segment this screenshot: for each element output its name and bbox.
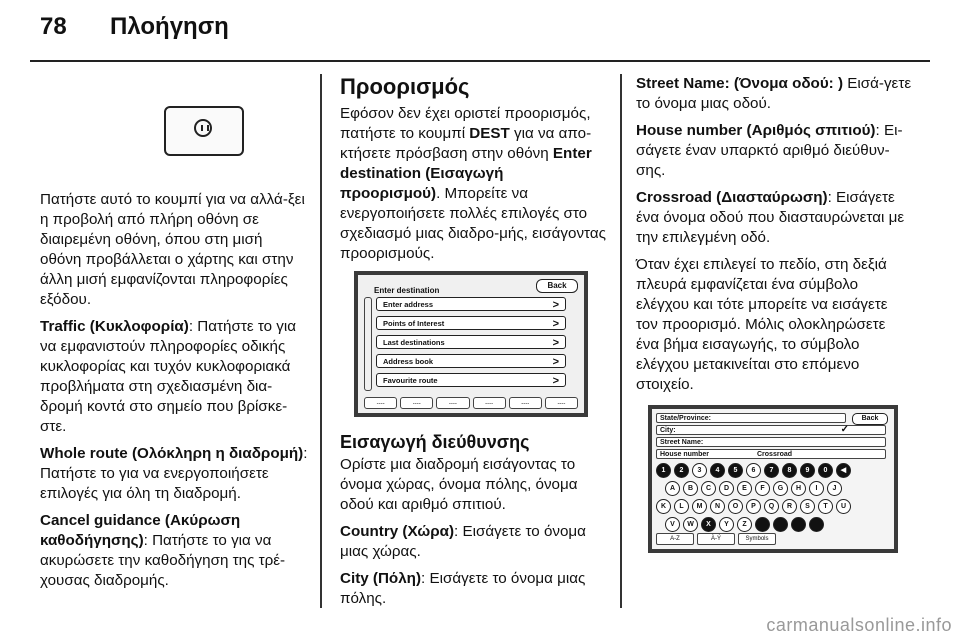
check-icon: ✓ (840, 424, 849, 435)
map-view-button-illustration (144, 78, 270, 178)
key[interactable]: 7 (764, 463, 779, 478)
menu-item-address-book[interactable] (376, 354, 566, 368)
house-term: House number (Αριθμός σπιτιού) (636, 122, 876, 139)
key[interactable]: S (800, 499, 815, 514)
key[interactable]: E (737, 481, 752, 496)
key[interactable]: 6 (746, 463, 761, 478)
whole-route-paragraph (40, 444, 308, 504)
enter-address-heading: Εισαγωγή διεύθυνσης (340, 432, 530, 452)
symbols-button[interactable]: Symbols (738, 533, 776, 545)
column-2 (340, 74, 606, 616)
menu-item-label: Last destinations (383, 338, 445, 347)
screen-tab[interactable]: ---- (545, 397, 578, 409)
chevron-right-icon: > (552, 356, 559, 368)
column-1 (40, 74, 308, 598)
back-button[interactable]: Back (852, 413, 888, 425)
column-divider-2 (620, 74, 622, 608)
key[interactable]: L (674, 499, 689, 514)
back-button[interactable]: Back (536, 279, 578, 293)
key[interactable]: 2 (674, 463, 689, 478)
backspace-key[interactable]: ◀ (836, 463, 851, 478)
key[interactable]: T (818, 499, 833, 514)
header-rule (30, 60, 930, 62)
key[interactable]: H (791, 481, 806, 496)
key[interactable]: 8 (782, 463, 797, 478)
key[interactable]: Q (764, 499, 779, 514)
key[interactable]: F (755, 481, 770, 496)
traffic-term: Traffic (Κυκλοφορία) (40, 318, 189, 335)
dest-text-c: . Μπορείτε να ενεργοποιήσετε πολλές επιλογές στο σχεδιασμό μιας διαδρο-μής, εισάγοντας προορισμούς. (340, 185, 606, 262)
country-text: : Εισάγετε το όνομα μιας χώρας. (340, 523, 586, 560)
key[interactable]: R (782, 499, 797, 514)
menu-item-enter-address[interactable] (376, 297, 566, 311)
key[interactable]: B (683, 481, 698, 496)
destination-paragraph (340, 104, 606, 264)
enter-address-paragraph: Ορίστε μια διαδρομή εισάγοντας το όνομα χώρας, όνομα πόλης, όνομα οδού και αριθμό σπιτιού. (340, 456, 578, 513)
state-field[interactable]: State/Province: (656, 413, 846, 423)
key[interactable]: 4 (710, 463, 725, 478)
mode-button[interactable]: À-Ý (697, 533, 735, 545)
key[interactable]: N (710, 499, 725, 514)
chevron-right-icon: > (552, 337, 559, 349)
chevron-right-icon: > (552, 375, 559, 387)
keyboard-row-letters-2 (656, 499, 851, 514)
traffic-text: : Πατήστε το για να εμφανιστούν πληροφορίες οδικής κυκλοφορίας και τυχόν κυκλοφοριακά προβλήματα στη σχεδιασμένη δια-δρομή κοντά στο σημείο που βρίσκε-στε. (40, 318, 297, 435)
address-keyboard-screen (648, 405, 898, 553)
menu-item-label: Enter address (383, 300, 434, 309)
dest-text-a: Εφόσον δεν έχει οριστεί προορισμός, πατήστε το κουμπί (340, 105, 591, 142)
menu-item-label: Points of Interest (383, 319, 445, 328)
mode-button[interactable]: A-Z (656, 533, 694, 545)
check-symbol-paragraph: Όταν έχει επιλεγεί το πεδίο, στη δεξιά πλευρά εμφανίζεται ένα σύμβολο ελέγχου και τότε μπορείτε να εισάγετε τον προορισμό. Μόλις ολοκληρώσετε ένα βήμα εισαγωγής, το σύμβολο ελέγχου μετακινείται στο επόμενο στοιχείο. (636, 256, 888, 393)
keyboard-row-digits (656, 463, 851, 478)
key[interactable]: D (719, 481, 734, 496)
key[interactable]: V (665, 517, 680, 532)
column-divider-1 (320, 74, 322, 608)
key[interactable]: M (692, 499, 707, 514)
crossroad-term: Crossroad (Διασταύρωση) (636, 189, 828, 206)
city-term: City (Πόλη) (340, 570, 421, 587)
key[interactable]: G (773, 481, 788, 496)
screen-tab[interactable]: ---- (364, 397, 397, 409)
menu-item-favourite-route[interactable] (376, 373, 566, 387)
screen-tab[interactable]: ---- (473, 397, 506, 409)
key[interactable]: Y (719, 517, 734, 532)
crossroad-field-label: Crossroad (757, 451, 793, 458)
street-paragraph (636, 74, 912, 114)
key[interactable]: K (656, 499, 671, 514)
city-paragraph (340, 569, 606, 609)
keyboard-mode-bar (656, 533, 776, 545)
keyboard-row-letters-3 (665, 517, 824, 532)
page-header (0, 0, 960, 60)
menu-item-last-destinations[interactable] (376, 335, 566, 349)
traffic-paragraph (40, 317, 308, 437)
screen-tab[interactable]: ---- (509, 397, 542, 409)
page-number: 78 (40, 13, 67, 40)
city-field[interactable] (656, 425, 886, 435)
screen-scrollbar[interactable] (364, 297, 372, 391)
screen-tab-bar (364, 397, 578, 409)
street-text: Εισά-γετε το όνομα μιας οδού. (636, 75, 912, 112)
key[interactable]: 9 (800, 463, 815, 478)
cancel-term: Cancel guidance (Ακύρωση καθοδήγησης) (40, 512, 241, 549)
key[interactable]: O (728, 499, 743, 514)
crossroad-paragraph (636, 188, 912, 248)
column-3 (636, 74, 912, 553)
menu-item-label: Address book (383, 357, 434, 366)
key[interactable]: J (827, 481, 842, 496)
key[interactable] (773, 517, 788, 532)
dest-button-term: DEST (469, 125, 510, 142)
watermark: carmanualsonline.info (766, 615, 952, 635)
screen-tab[interactable]: ---- (436, 397, 469, 409)
section-title: Πλοήγηση (110, 13, 229, 40)
cancel-text: : Πατήστε το για να ακυρώσετε την καθοδήγηση της τρέ-χουσας διαδρομής. (40, 532, 286, 589)
menu-item-points-of-interest[interactable] (376, 316, 566, 330)
house-paragraph (636, 121, 912, 181)
whole-route-text: : Πατήστε το για να ενεργοποιήσετε επιλογές για όλη τη διαδρομή. (40, 445, 308, 502)
key[interactable]: 3 (692, 463, 707, 478)
key[interactable]: 1 (656, 463, 671, 478)
key[interactable]: Z (737, 517, 752, 532)
key[interactable] (809, 517, 824, 532)
keyboard-row-letters-1 (665, 481, 842, 496)
key[interactable]: W (683, 517, 698, 532)
city-text: : Εισάγετε το όνομα μιας πόλης. (340, 570, 586, 607)
house-field-label: House number (660, 451, 710, 458)
crossroad-text: : Εισάγετε ένα όνομα οδού που διασταυρώνεται με την επιλεγμένη οδό. (636, 189, 905, 246)
chevron-right-icon: > (552, 318, 559, 330)
key[interactable]: 0 (818, 463, 833, 478)
screen-title: Enter destination (374, 286, 440, 295)
screen-tab[interactable]: ---- (400, 397, 433, 409)
destination-heading: Προορισμός (340, 74, 470, 99)
key[interactable]: A (665, 481, 680, 496)
house-text: : Ει-σάγετε έναν υπαρκτό αριθμό διεύθυν-σης. (636, 122, 903, 179)
city-field-label: City: (660, 427, 676, 434)
enter-destination-term: Enter destination (Εισαγωγή προορισμού) (340, 145, 592, 202)
cancel-paragraph (40, 511, 308, 591)
key[interactable] (791, 517, 806, 532)
street-term: Street Name: (Όνομα οδού: ) (636, 75, 844, 92)
house-crossroad-field[interactable] (656, 449, 886, 459)
key[interactable]: C (701, 481, 716, 496)
key[interactable]: X (701, 517, 716, 532)
enter-destination-screen (354, 271, 588, 417)
country-term: Country (Χώρα) (340, 523, 455, 540)
key[interactable]: P (746, 499, 761, 514)
key[interactable] (755, 517, 770, 532)
split-screen-icon (194, 119, 212, 137)
dest-text-b: για να απο-κτήσετε πρόσβαση στην οθόνη (340, 125, 592, 162)
menu-item-label: Favourite route (383, 376, 438, 385)
country-paragraph (340, 522, 606, 562)
street-field[interactable]: Street Name: (656, 437, 886, 447)
chevron-right-icon: > (552, 299, 559, 311)
whole-route-term: Whole route (Ολόκληρη η διαδρομή) (40, 445, 304, 462)
key[interactable]: 5 (728, 463, 743, 478)
intro-paragraph: Πατήστε αυτό το κουμπί για να αλλά-ξει η προβολή από πλήρη οθόνη σε διαιρεμένη οθόνη, όπου στη μισή οθόνη προβάλλεται ο χάρτης και στην άλλη μισή εμφανίζονται πληροφορίες εξόδου. (40, 191, 305, 308)
key[interactable]: I (809, 481, 824, 496)
key[interactable]: U (836, 499, 851, 514)
